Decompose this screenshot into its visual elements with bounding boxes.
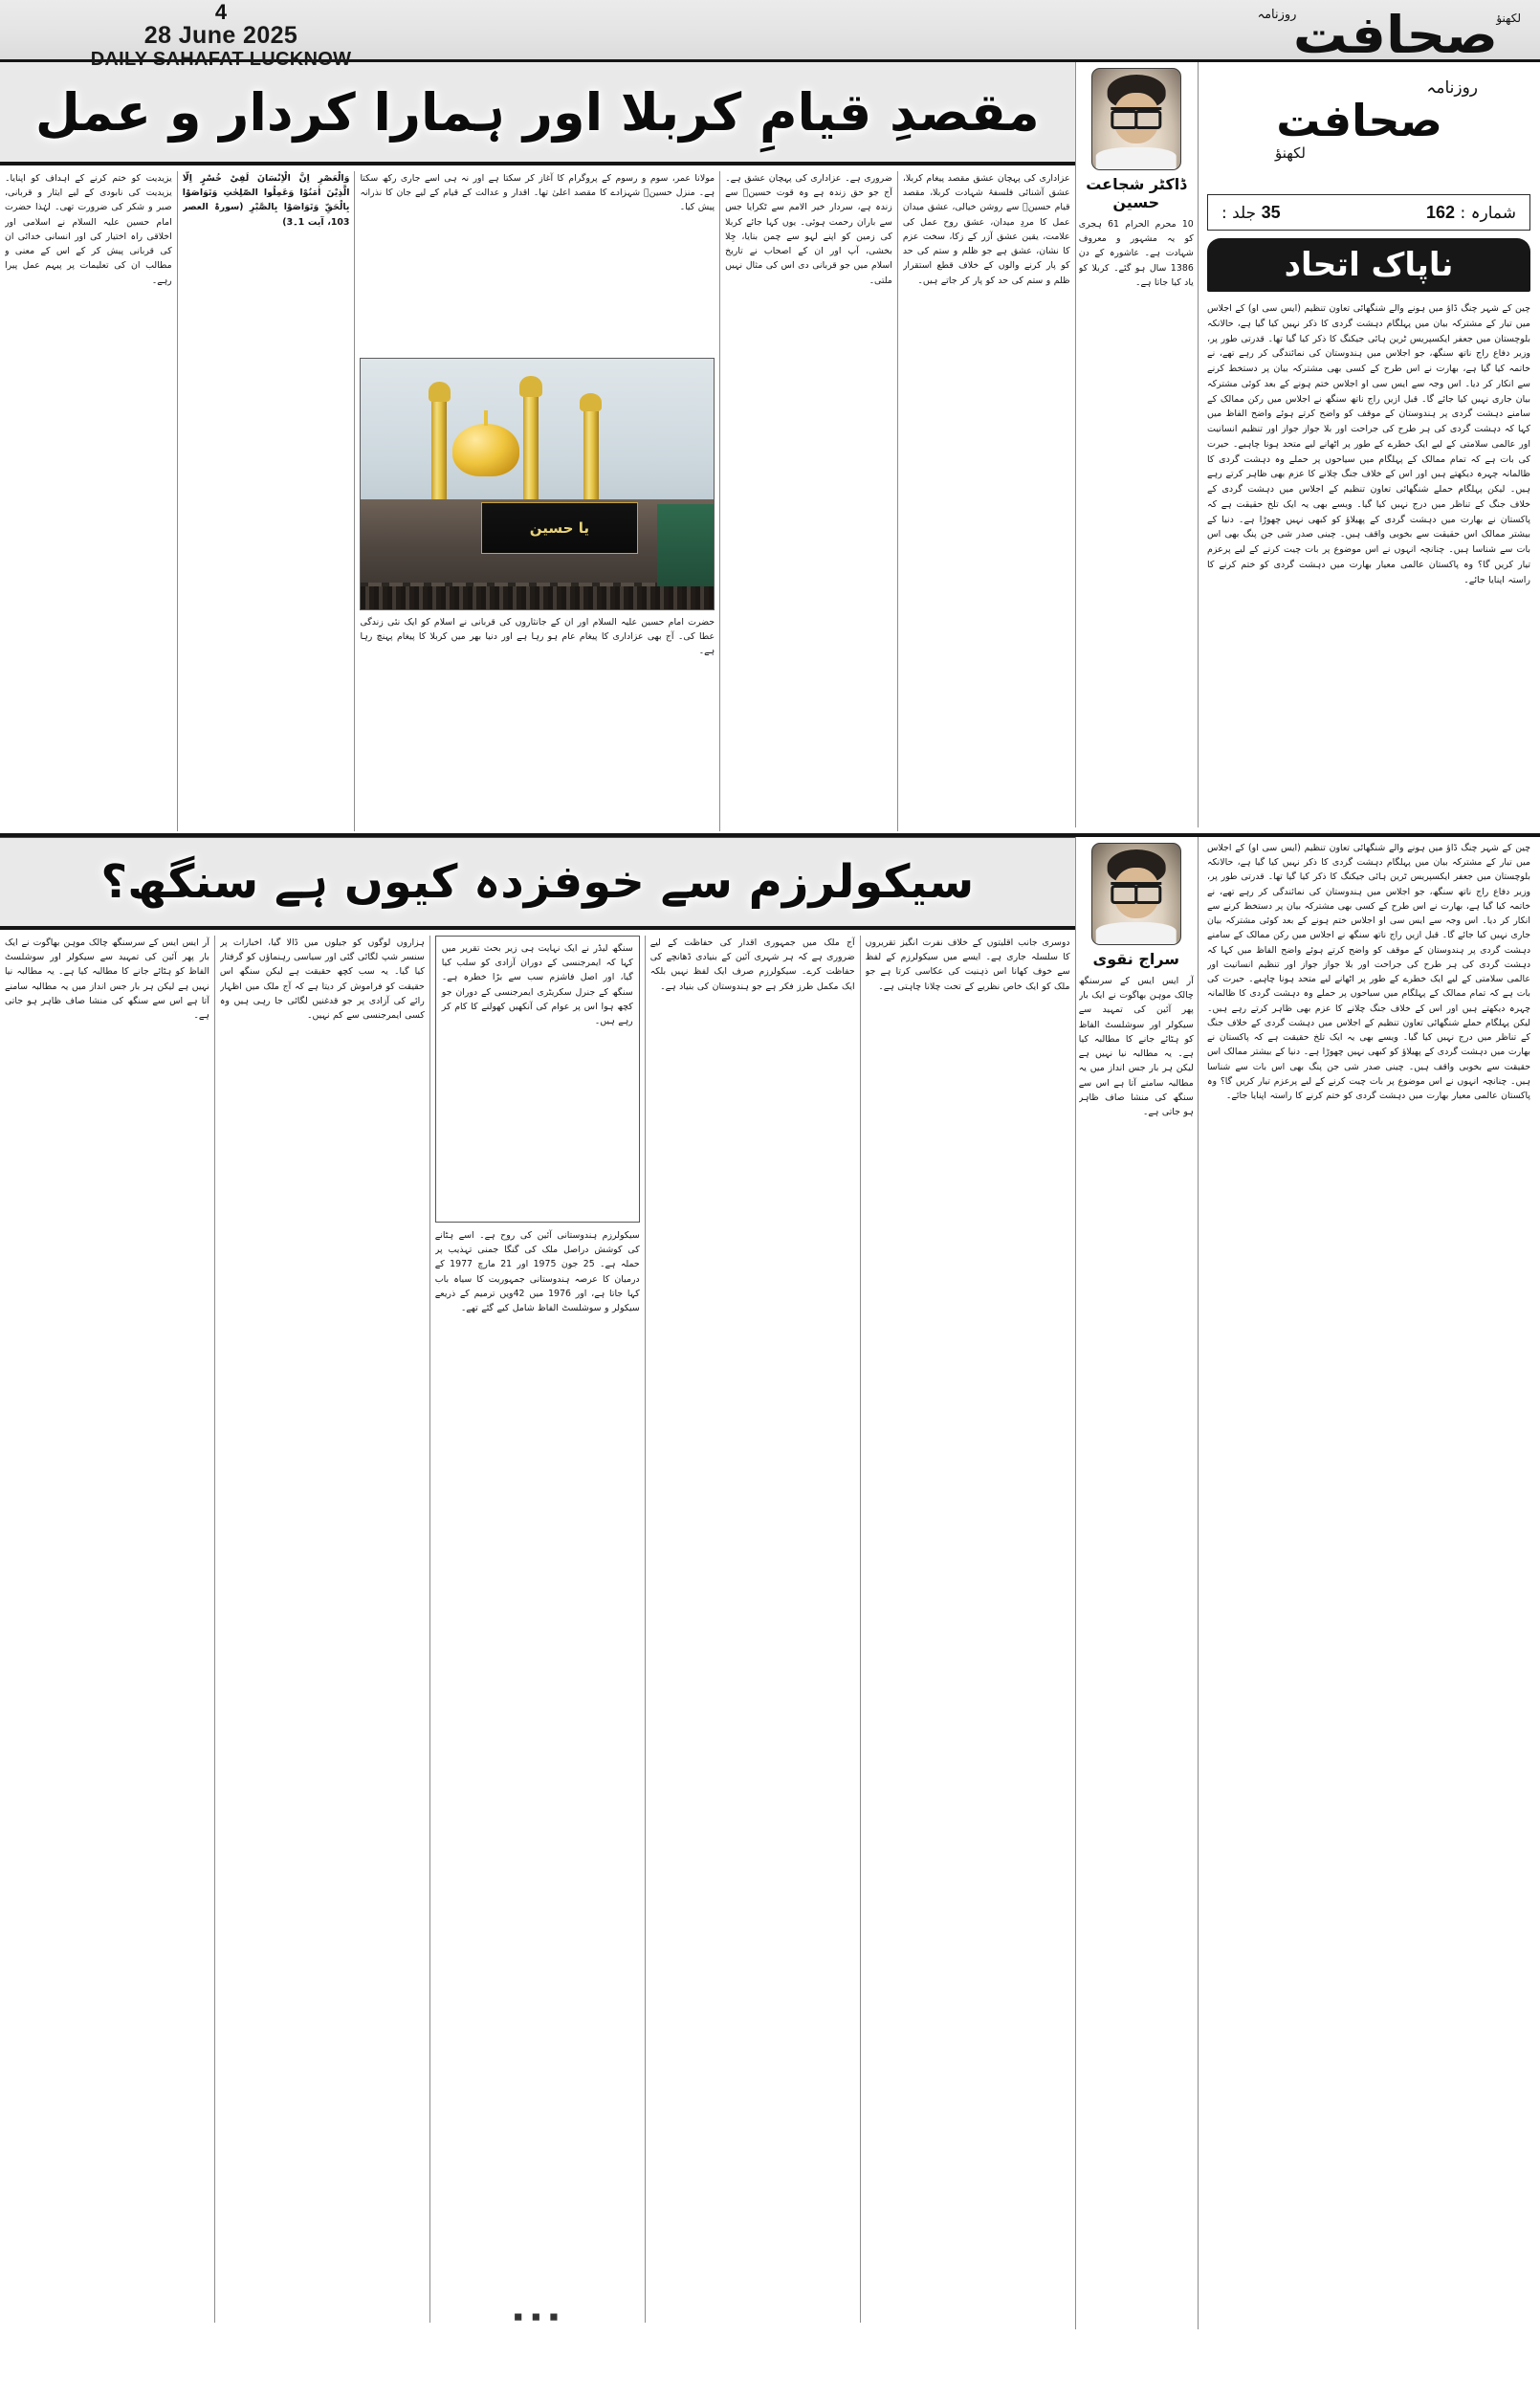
masthead-logo-main: صحافت [1293,4,1499,65]
photo-banner [481,502,638,554]
article2-para: آر ایس ایس کے سرسنگھ چالک موہن بھاگوت نے ایک بار پھر آئین کی تمہید سے سیکولر اور سوشلسٹ الفاظ کو ہٹائے جانے کا مطالبہ کیا ہے۔ یہ مطالبہ نیا نہیں ہے لیکن ہر بار جس انداز میں یہ مطالبہ سامنے آتا ہے اس سے سنگھ کی منشا صاف ظاہر ہو جاتی ہے۔ [4,937,209,1022]
volume-issue-box [1207,194,1530,231]
column-rule [354,171,355,831]
article1-para: حضرت امام حسین علیہ السلام اور ان کے جانثاروں کی قربانی نے اسلام کو ایک نئی زندگی عطا کی۔ آج بھی عزاداری کا پیغام عام ہو رہا ہے اور دنیا بھر میں کربلا کا پیغام پہنچ رہا ہے۔ [360,617,715,657]
page-number: 4 [214,0,228,24]
editorial-body: چین کے شہر چنگ ڈاؤ میں ہونے والے شنگھائی تعاون تنظیم (ایس سی او) کے اجلاس میں تیار کے مشترکہ بیان میں پہلگام دہشت گردی کا ذکر نہیں کیا گیا ہے، حالانکہ بلوچستان میں جعفر ایکسپریس ٹرین ہائی جیکنگ کا ذکر کیا گیا تھا۔ قدرتی طور پر، وزیر دفاع راج ناتھ سنگھ، جو اجلاس میں ہندوستان کی نمائندگی کر رہے تھے، نے خاتمہ کیا گیا ہے، بھارت نے اس طرح کے کسی بھی مشترکہ بیان پر دستخط کرنے سے انکار کر دیا۔ اس وجہ سے ایس سی او اجلاس ختم ہونے کے بعد کوئی مشترکہ بیان جاری نہیں کیا جائے گا۔ قبل ازیں راج ناتھ سنگھ نے اجلاس میں رکن ممالک کے سامنے دہشت گردی پر ہندوستان کے موقف کو واضح کرتے ہوئے واضح الفاظ میں کہا کہ دہشت گردی کی ہر طرح کی جراحت اور بلا جواز جواز اور تنظیم انسانیت اور عالمی سلامتی کے لیے ایک خطرے کے طور پر اٹھانے لیے متحد ہونا چاہیے۔ حیرت کی بات ہے کہ تمام ممالک کے پہلگام میں سیاحوں پر حملے وہ دہشت گردی کا ظالمانہ چہرہ دیکھتے ہیں اور اس کے خلاف جنگ چلانے کا عزم بھی ظاہر کرتے رہے ہیں۔ لیکن پہلگام حملے شنگھائی تعاون تنظیم کے اجلاس میں دہشت گردی کے خلاف جنگ کے تناظر میں درج نہیں کیا گیا۔ ویسے بھی یہ ایک تلخ حقیقت ہے کہ پاکستان نے بھارت میں دہشت گردی کے پھیلاؤ کو کبھی نہیں چھوڑا ہے۔ دنیا کے بیشتر ممالک اس حقیقت سے بخوبی واقف ہیں۔ چینی صدر شی جن پنگ بھی اس بات سے شناسا ہیں۔ چنانچہ انہوں نے اس موضوع پر بات چیت کرنے کے لیے پرعزم تیار کریں گا؟ وہ پاکستان عالمی معیار بھارت میں دہشت گردی کو ختم کرنے کا راستہ اپنایا جائے۔ [1207,303,1530,585]
avatar [1091,68,1181,170]
article1-para: ضروری ہے۔ عزاداری کی پہچان عشق ہے۔ آج جو حق زندہ ہے وہ قوت حسینؑ سے زندہ ہے، سردار خیر الامم سے ٹکرایا جس سے باران رحمت ہوئی۔ یوں کہا جائے کربلا کی زمین کو اپنے لہو سے چمن بنایا، جِلا بخشی، آپ اور ان کے اصحاب نے تاریخ اسلام میں جو قربانی دی اس کی مثال نہیں ملتی۔ [725,173,892,286]
article2-column [646,936,860,2323]
article1-headline [0,62,1075,165]
golden-dome-icon [452,424,519,476]
article1-para: عزاداری کی پہچان عشق مقصد پیغام کربلا، عشق آشنائی فلسفۂ شہادت کربلا، مقصد قیام حسینؑ سے روشن خیالی، عشق میدان عمل کا مردِ میدان، عشق روح عمل کی علامت، یقین عشق آزر کے زکا، سخت عزم کا نشان، عشق ہے جو ظلم و ستم کی حد کو پار کرنے والوں کے خلاف قطع استقرار ظلم و ستم کی حد کو پار کر جاتے ہیں۔ [902,173,1070,286]
avatar [1091,843,1181,945]
editorial-continued-body: چین کے شہر چنگ ڈاؤ میں ہونے والے شنگھائی تعاون تنظیم (ایس سی او) کے اجلاس میں تیار کے مشترکہ بیان میں پہلگام دہشت گردی کا ذکر نہیں کیا گیا ہے، حالانکہ بلوچستان میں جعفر ایکسپریس ٹرین ہائی جیکنگ کا ذکر کیا گیا تھا۔ قدرتی طور پر، وزیر دفاع راج ناتھ سنگھ، جو اجلاس میں ہندوستان کی نمائندگی کر رہے تھے، نے خاتمہ کیا گیا ہے، بھارت نے اس طرح کے کسی بھی مشترکہ بیان پر دستخط کرنے سے انکار کر دیا۔ اس وجہ سے ایس سی او اجلاس ختم ہونے کے بعد کوئی مشترکہ بیان جاری نہیں کیا جائے گا۔ قبل ازیں راج ناتھ سنگھ نے اجلاس میں رکن ممالک کے سامنے دہشت گردی پر ہندوستان کے موقف کو واضح کرتے ہوئے واضح الفاظ میں کہا کہ دہشت گردی کی ہر طرح کی جراحت اور بلا جواز جواز اور تنظیم انسانیت اور عالمی سلامتی کے لیے ایک خطرے کے طور پر اٹھانے لیے متحد ہونا چاہیے۔ حیرت کی بات ہے کہ تمام ممالک کے پہلگام میں سیاحوں پر حملے وہ دہشت گردی کا ظالمانہ چہرہ دیکھتے ہیں اور اس کے خلاف جنگ چلانے کا عزم بھی ظاہر کرتے رہے ہیں۔ لیکن پہلگام حملے شنگھائی تعاون تنظیم کے اجلاس میں دہشت گردی کے خلاف جنگ کے تناظر میں درج نہیں کیا گیا۔ ویسے بھی یہ ایک تلخ حقیقت ہے کہ پاکستان نے بھارت میں دہشت گردی کے پھیلاؤ کو کبھی نہیں چھوڑا ہے۔ دنیا کے بیشتر ممالک اس حقیقت سے بخوبی واقف ہیں۔ چینی صدر شی جن پنگ بھی اس بات سے شناسا ہیں۔ چنانچہ انہوں نے اس موضوع پر بات چیت کرنے کے لیے پرعزم تیار کریں گا؟ وہ پاکستان عالمی معیار بھارت میں دہشت گردی کو ختم کرنے کا راستہ اپنایا جائے۔ [1207,843,1530,1101]
article2 [0,837,1075,2329]
article2-para: سیکولرزم ہندوستانی آئین کی روح ہے۔ اسے ہٹانے کی کوشش دراصل ملک کی گنگا جمنی تہذیب پر حملہ ہے۔ 25 جون 1975 اور 21 مارچ 1977 کے درمیان کا عرصہ ہندوستانی جمہوریت کا سیاہ باب کہا جاتا ہے، اور 1976 میں 42ویں ترمیم کے ذریعے سیکولر و سوشلسٹ الفاظ شامل کیے گئے تھے۔ [434,1230,640,1314]
top-section [0,62,1540,827]
article2-author-block [1075,837,1198,2329]
article2-para: آر ایس ایس کے سرسنگھ چالک موہن بھاگوت نے ایک بار پھر آئین کی تمہید سے سیکولر اور سوشلسٹ الفاظ کو ہٹائے جانے کا مطالبہ کیا ہے۔ یہ مطالبہ نیا نہیں ہے لیکن ہر بار جس انداز میں یہ مطالبہ سامنے آتا ہے اس سے سنگھ کی منشا صاف ظاہر ہو جاتی ہے۔ [1078,976,1194,1118]
glasses-icon [1111,107,1161,123]
issue-label: شمارہ : [1460,203,1516,223]
editorial-continued [1198,837,1540,2329]
column-rule [429,936,430,2323]
shrine-photo [360,358,715,610]
article1-photo-column [355,171,719,831]
article2-columns [0,930,1075,2323]
article1-columns [0,165,1075,831]
article2-author-name: سراج نقوی [1092,950,1180,968]
article1-para: یزیدیت کو ختم کرنے کے اہداف کو اپنایا۔ یزیدیت کی نابودی کے لیے ایثار و قربانی، صبر و شکر کی ضرورت تھی۔ لہٰذا حضرت امام حسین علیہ السلام نے اسلامی اور اخلاقی راہ اختیار کی اور انسانی خدائی ان کی قربانی پیش کر کے اس کے معنی و مطالب ان کی تعلیمات پر پیہم عمل پیرا رہے۔ [4,173,172,286]
article2-column [861,936,1075,2323]
avatar-shirt [1095,147,1177,169]
article2-column [215,936,429,2323]
article2-endmark: ◼ ◼ ◼ [514,2310,561,2323]
issue-number [1426,203,1516,223]
nameplate-logo [1207,70,1530,188]
article1-column [178,171,355,831]
masthead-logo-sub: لکھنؤ [1496,11,1521,25]
paper-name: DAILY SAHAFAT LUCKNOW [90,48,352,70]
masthead-logo-sup: روزنامہ [1257,8,1297,22]
article2-column [430,936,645,2323]
article2-pullquote: سنگھ لیڈر نے ایک نہایت ہی زیر بحث تقریر میں کہا کہ ایمرجنسی کے دوران آزادی کو سلب کیا گیا، اور اصل فاشزم سب سے بڑا خطرہ ہے۔ سنگھ کے جنرل سکریٹری ایمرجنسی کے دوران جو کچھ ہوا اس پر عوام کی آنکھیں کھولنے کا کام کر رہے ہیں۔ [435,936,640,1223]
article2-para: ہزاروں لوگوں کو جیلوں میں ڈالا گیا، اخبارات پر سنسر شپ لگائی گئی اور سیاسی رہنماؤں کو گرفتار کیا گیا۔ یہ سب کچھ حقیقت ہے لیکن سنگھ اس حقیقت کو فراموش کر دیتا ہے کہ آج ملک میں اظہار رائے کی آزادی پر جو قدغنیں لگائی جا رہی ہیں وہ کسی ایمرجنسی سے کم نہیں۔ [219,937,425,1022]
nameplate-panel [1198,62,1540,827]
article1-para: مولانا عمر، سوم و رسوم کے پروگرام کا آغاز کر سکتا ہے اور نہ ہی اسے جاری رکھ سکتا ہے۔ منزل حسینؑ شہزادے کا مقصد اعلیٰ تھا۔ اقدار و عدالت کے قیام کے لیے جان کا نذرانہ پیش کیا۔ [360,173,715,213]
article1-headline-text: مقصدِ قیامِ کربلا اور ہمارا کردار و عمل [34,81,1040,143]
column-rule [645,936,646,2323]
photo-banner-text: یا حسین [529,519,589,538]
column-rule [860,936,861,2323]
article1-column [898,171,1075,831]
article2-para: آج ملک میں جمہوری اقدار کی حفاظت کے لیے ضروری ہے کہ ہر شہری آئین کے بنیادی ڈھانچے کی حفاظت کرے۔ سیکولرزم صرف ایک لفظ نہیں بلکہ ایک مکمل طرز فکر ہے جو ہندوستان کی بنیاد ہے۔ [649,937,855,992]
article1-author-meta: 10 محرم الحرام 61 ہجری کو یہ مشہور و معروف شہادت ہے۔ عاشورہ کے دن 1386 سال ہو گئے۔ کربلا کو یاد کیا جاتا ہے۔ [1078,219,1194,288]
column-rule [897,171,898,831]
article2-para: دوسری جانب اقلیتوں کے خلاف نفرت انگیز تقریروں کا سلسلہ جاری ہے۔ ایسے میں سیکولرزم کے لفظ سے خوف کھانا اس ذہنیت کی عکاسی کرتا ہے جو ملک کو ایک خاص نظریے کے تحت چلانا چاہتی ہے۔ [865,937,1070,992]
volume-number [1221,203,1281,223]
volume-value: 35 [1261,202,1281,222]
article1-column [0,171,177,831]
photo-crowd [361,586,714,609]
nameplate-sahafat: صحافت [1276,95,1442,146]
masthead [0,0,1540,70]
column-rule [214,936,215,2323]
column-rule [719,171,720,831]
avatar-shirt [1095,922,1177,944]
bottom-section [0,837,1540,2329]
issue-value: 162 [1425,202,1456,222]
editorial-banner-title: ناپاک اتحاد [1284,246,1454,284]
masthead-dateblock [15,2,427,70]
article2-column [0,936,214,2323]
nameplate-roznama: روزنامہ [1426,78,1478,98]
article1-column [720,171,897,831]
masthead-logo [1205,0,1521,65]
article2-headline-text: سیکولرزم سے خوفزدہ کیوں ہے سنگھ؟ [100,855,975,909]
article1 [0,62,1075,827]
nameplate-lucknow: لکھنؤ [1274,144,1306,162]
article1-author-block [1075,62,1198,827]
glasses-icon [1111,882,1161,898]
article1-author-name: ڈاکٹر شجاعت حسین [1086,175,1187,211]
article2-headline [0,837,1075,930]
column-rule [177,171,178,831]
editorial-banner [1207,238,1530,292]
issue-date: 28 June 2025 [143,22,298,49]
volume-label: جلد : [1221,203,1257,223]
article1-quran-verse: وَالْعَصْرِ اِنَّ الْاِنْسَانَ لَفِيْ خُسْرٍ اِلَّا الَّذِيْنَ اٰمَنُوْا وَعَمِلُوا الصّٰلِحٰتِ وَتَوَاصَوْا بِالْحَقِّ وَتَوَاصَوْا بِالصَّبْرِ (سورۃ العصر 103، آیت 1۔3) [182,173,350,228]
